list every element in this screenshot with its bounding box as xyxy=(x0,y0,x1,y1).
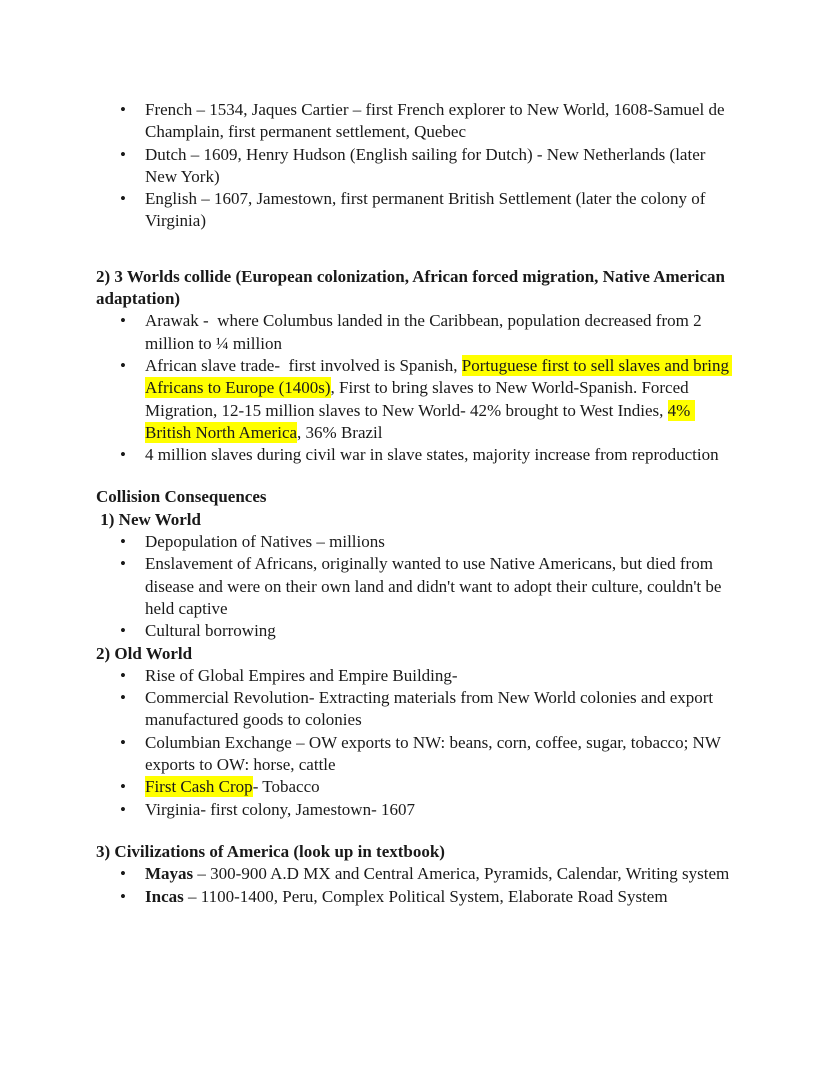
bullet-item xyxy=(96,355,733,444)
section-heading xyxy=(96,509,730,531)
text-run: , First to bring slaves to New World-Spanish. Forced Migration, 12-15 million slaves to New World- 42% brought to West Indies, xyxy=(145,378,693,420)
bullet-item xyxy=(96,732,730,777)
text-run: – 300-900 A.D MX and Central America, Pyramids, Calendar, Writing system xyxy=(197,864,730,884)
bold-text-run: 2) Old World xyxy=(96,643,193,663)
bold-text-run: Incas xyxy=(145,886,188,906)
bold-text-run: 3) Civilizations of America (look up in textbook) xyxy=(96,841,445,861)
bullet-item xyxy=(96,665,730,687)
bullet-item xyxy=(96,144,730,189)
text-run: - Tobacco xyxy=(252,777,320,797)
text-run: Virginia- first colony, Jamestown- 1607 xyxy=(145,799,415,819)
bullet-item xyxy=(96,310,730,355)
bullet-item xyxy=(96,687,730,732)
text-run: Columbian Exchange – OW exports to NW: beans, corn, coffee, sugar, tobacco; NW exports to OW: horse, cattle xyxy=(145,732,725,775)
section-heading xyxy=(96,486,730,508)
bold-text-run: Mayas xyxy=(145,864,198,884)
bullet-item xyxy=(96,531,730,553)
section-heading xyxy=(96,266,730,311)
text-run: Arawak - where Columbus landed in the Caribbean, population decreased from 2 million to ¼ million xyxy=(145,311,706,353)
bold-text-run: Collision Consequences xyxy=(96,487,267,507)
bullet-list xyxy=(96,665,730,821)
bullet-item xyxy=(96,188,730,233)
text-run: Rise of Global Empires and Empire Building- xyxy=(145,665,458,685)
bullet-list xyxy=(96,863,730,908)
bullet-item xyxy=(96,886,730,908)
bullet-list xyxy=(96,99,730,233)
text-run: Commercial Revolution- Extracting materials from New World colonies and export manufactured goods to colonies xyxy=(145,688,718,730)
bullet-item xyxy=(96,799,730,821)
text-run: Cultural borrowing xyxy=(145,621,276,641)
text-run: African slave trade- first involved is Spanish, xyxy=(145,355,462,375)
bold-text-run: 2) 3 Worlds collide (European colonization, African forced migration, Native American adaptation) xyxy=(96,266,730,309)
section-gap xyxy=(96,233,730,266)
section-gap xyxy=(96,821,730,841)
bullet-list xyxy=(96,310,733,466)
bullet-item xyxy=(96,99,730,144)
text-run: English – 1607, Jamestown, first permanent British Settlement (later the colony of Virginia) xyxy=(145,189,710,231)
text-run: 4 million slaves during civil war in slave states, majority increase from reproduction xyxy=(145,445,719,465)
bullet-list xyxy=(96,531,730,642)
bullet-item xyxy=(96,776,730,798)
text-run: Enslavement of Africans, originally wanted to use Native Americans, but died from disease and were on their own land and didn't want to adopt their culture, couldn't be held captive xyxy=(145,554,726,618)
text-run: – 1100-1400, Peru, Complex Political System, Elaborate Road System xyxy=(187,886,668,906)
bullet-item xyxy=(96,444,730,466)
text-run: French – 1534, Jaques Cartier – first French explorer to New World, 1608-Samuel de Champlain, first permanent settlement, Quebec xyxy=(145,100,729,142)
section-heading xyxy=(96,841,730,863)
text-run: Dutch – 1609, Henry Hudson (English sailing for Dutch) - New Netherlands (later New York) xyxy=(145,144,710,186)
highlighted-text: Portuguese first to sell slaves and bring Africans to Europe (1400s) xyxy=(145,355,733,398)
bullet-item xyxy=(96,620,730,642)
bold-text-run: 1) New World xyxy=(96,509,201,529)
highlighted-text: 4% British North America xyxy=(145,400,695,442)
bullet-item xyxy=(96,553,730,620)
section-gap xyxy=(96,466,730,486)
highlighted-text: First Cash Crop xyxy=(145,777,253,797)
text-run: Depopulation of Natives – millions xyxy=(145,532,385,552)
section-heading xyxy=(96,643,730,665)
text-run: , 36% Brazil xyxy=(297,422,383,442)
bullet-item xyxy=(96,863,730,885)
